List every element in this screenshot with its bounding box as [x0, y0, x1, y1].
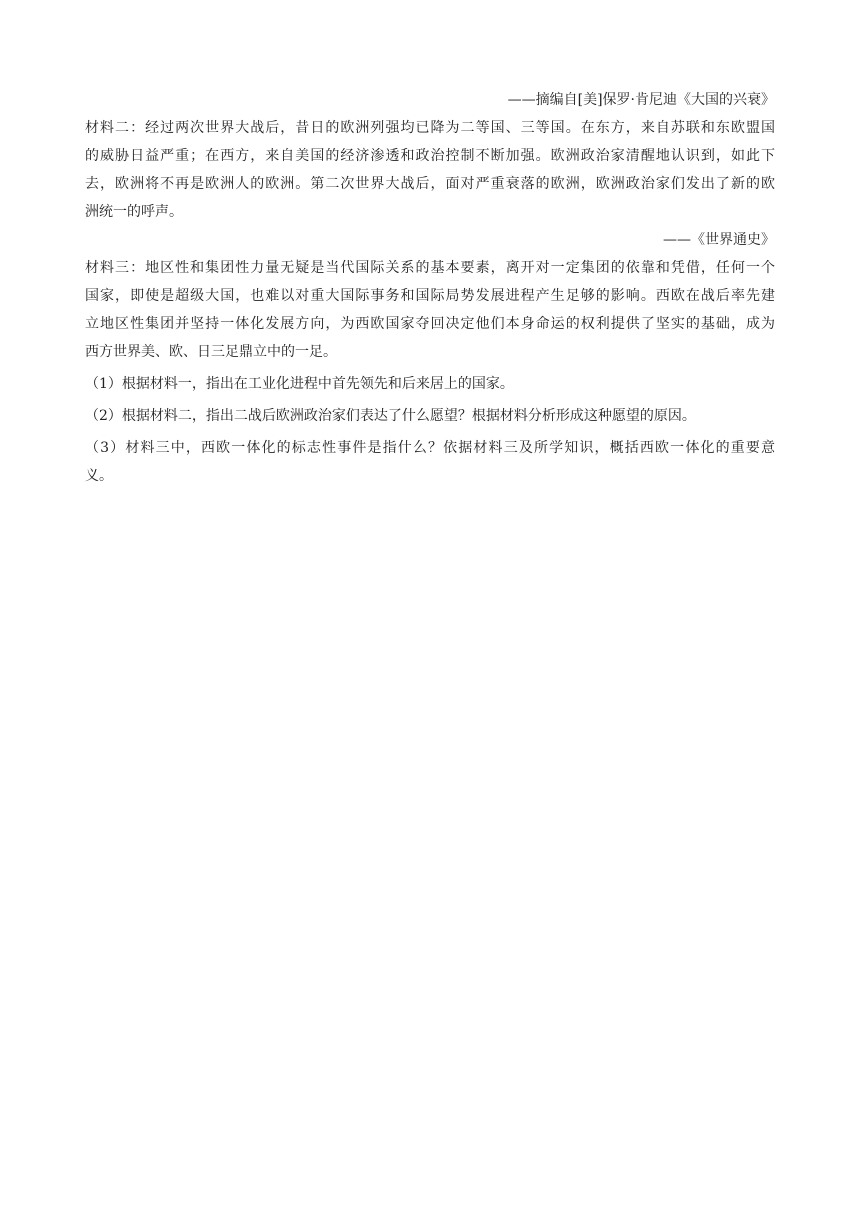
source-attribution-1: ——摘编自[美]保罗·肯尼迪《大国的兴衰》 — [507, 92, 775, 108]
question-2: （2）根据材料二，指出二战后欧洲政治家们表达了什么愿望？根据材料分析形成这种愿望的原因。 — [85, 408, 696, 424]
material-three-line: 材料三：地区性和集团性力量无疑是当代国际关系的基本要素，离开对一定集团的依靠和凭借，任何一个 — [85, 260, 775, 276]
material-three-line: 国家，即使是超级大国，也难以对重大国际事务和国际局势发展进程产生足够的影响。西欧在战后率先建 — [85, 288, 775, 304]
material-two-line: 材料二：经过两次世界大战后，昔日的欧洲列强均已降为二等国、三等国。在东方，来自苏联和东欧盟国 — [85, 120, 775, 136]
material-two — [85, 114, 775, 226]
material-three-line: 立地区性集团并坚持一体化发展方向，为西欧国家夺回决定他们本身命运的权利提供了坚实的基础，成为 — [85, 316, 775, 332]
material-two-line: 去，欧洲将不再是欧洲人的欧洲。第二次世界大战后，面对严重衰落的欧洲，欧洲政治家们发出了新的欧 — [85, 176, 775, 192]
material-two-line: 的威胁日益严重；在西方，来自美国的经济渗透和政治控制不断加强。欧洲政治家清醒地认识到，如此下 — [85, 148, 775, 164]
question-3-line-2: 义。 — [85, 468, 113, 484]
question-1: （1）根据材料一，指出在工业化进程中首先领先和后来居上的国家。 — [85, 376, 514, 392]
material-two-line: 洲统一的呼声。 — [85, 204, 183, 220]
document-content — [85, 86, 775, 490]
material-three — [85, 254, 775, 366]
question-3-line-1: （3）材料三中，西欧一体化的标志性事件是指什么？依据材料三及所学知识，概括西欧一体化的重要意 — [85, 440, 775, 456]
questions — [85, 370, 775, 490]
source-attribution-2: ——《世界通史》 — [663, 232, 775, 248]
material-three-line: 西方世界美、欧、日三足鼎立中的一足。 — [85, 344, 337, 360]
